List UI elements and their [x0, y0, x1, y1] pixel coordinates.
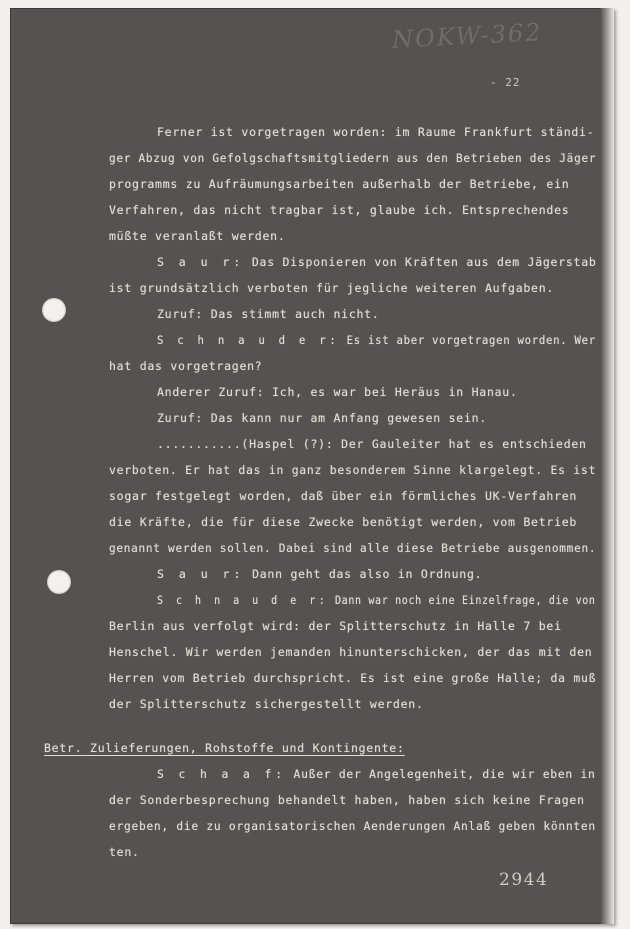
speech-text: Dann war noch eine Einzelfrage, die von: [334, 593, 596, 607]
text-line-4: Verfahren, das nicht tragbar ist, glaube ich. Entsprechendes: [109, 203, 570, 217]
text-line-7: ist grundsätzlich verboten für jegliche weiteren Aufgaben.: [109, 281, 555, 295]
page-number: - 22: [490, 76, 521, 89]
speech-text: Es ist aber vorgetragen worden. Wer: [346, 333, 596, 347]
punch-hole-bottom: [47, 570, 71, 594]
text-line-11: Anderer Zuruf: Ich, es war bei Heräus in Hanau.: [157, 385, 518, 399]
folio-stamp: 2944: [499, 870, 549, 890]
speaker-name: S c h a a f:: [157, 767, 286, 781]
text-line-26: der Sonderbesprechung behandelt haben, haben sich keine Fragen: [109, 793, 585, 807]
speech-text: Das Disponieren von Kräften aus dem Jägerstab: [251, 255, 597, 269]
text-line-21: Henschel. Wir werden jemanden hinunterschicken, der das mit den: [109, 645, 593, 659]
text-line-6: [157, 255, 597, 269]
text-line-12: Zuruf: Das kann nur am Anfang gewesen sein.: [157, 411, 487, 425]
text-line-19: [157, 593, 596, 607]
text-line-17: genannt werden sollen. Dabei sind alle diese Betriebe ausgenommen.: [109, 541, 597, 555]
text-line-8: Zuruf: Das stimmt auch nicht.: [157, 307, 380, 321]
speaker-name: S a u r:: [157, 567, 245, 581]
speech-text: Außer der Angelegenheit, die wir eben in: [293, 767, 596, 781]
text-line-10: hat das vorgetragen?: [109, 359, 263, 373]
archive-code: NOKW-362: [391, 18, 544, 54]
text-line-16: die Kräfte, die für diese Zwecke benötigt werden, vom Betrieb: [109, 515, 578, 529]
text-line-25: [157, 767, 596, 781]
page-edge: [601, 8, 614, 924]
text-line-22: Herren vom Betrieb durchspricht. Es ist eine große Halle; da muß: [109, 671, 597, 685]
text-line-18: [157, 567, 482, 581]
text-line-15: sogar festgelegt worden, daß über ein förmliches UK-Verfahren: [109, 489, 578, 503]
text-line-20: Berlin aus verfolgt wird: der Splitterschutz in Halle 7 bei: [109, 619, 562, 633]
text-line-27: ergeben, die zu organisatorischen Aenderungen Anlaß geben könnten: [109, 819, 596, 833]
text-line-2: ger Abzug von Gefolgschaftsmitgliedern aus den Betrieben des Jäger: [109, 151, 597, 165]
text-line-23: der Splitterschutz sichergestellt werden.: [109, 697, 424, 711]
text-line-5: müßte veranlaßt werden.: [109, 229, 286, 243]
speaker-name: S c h n a u d e r:: [157, 593, 329, 607]
speaker-name: S c h n a u d e r:: [157, 333, 340, 347]
punch-hole-top: [42, 298, 66, 322]
text-line-13: ...........(Haspel (?): Der Gauleiter hat es entschieden: [157, 437, 587, 451]
text-line-14: verboten. Er hat das in ganz besonderem Sinne klargelegt. Es ist: [109, 463, 597, 477]
speech-text: Dann geht das also in Ordnung.: [252, 567, 483, 581]
text-line-28: ten.: [109, 845, 140, 859]
text-line-3: programms zu Aufräumungsarbeiten außerhalb der Betriebe, ein: [109, 177, 570, 191]
speaker-name: S a u r:: [157, 255, 245, 269]
text-line-1: Ferner ist vorgetragen worden: im Raume Frankfurt ständi-: [157, 125, 595, 139]
section-heading: Betr. Zulieferungen, Rohstoffe und Kontingente:: [44, 741, 405, 755]
text-line-9: [157, 333, 596, 347]
